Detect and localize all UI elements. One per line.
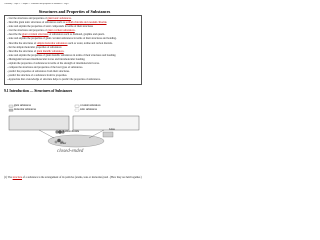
- objectives-box: [4, 15, 142, 85]
- arrow-line: [39, 130, 54, 138]
- legend-swatch-molecular: [9, 109, 13, 111]
- objective-line: - Distinguish between intermolecular forces and intramolecular bonding.: [7, 57, 86, 61]
- objective-line: - compare the structures and properties of the four types of substances.: [7, 66, 83, 70]
- definition-paragraph: (1) The structure of a substance is the arrangement of its particles (atoms, ions or molecules) and . (How they are held together.): [4, 176, 142, 179]
- page-title: Structures and Properties of Substances: [38, 9, 111, 14]
- legend-item: covalent substances: [80, 104, 101, 107]
- legend-item: giant substances: [14, 104, 31, 107]
- objective-line: - Describe the structures of giant metallic substances.: [7, 49, 65, 53]
- structure-box-covalent: [73, 116, 139, 130]
- molecule-label: Water: [60, 142, 67, 145]
- objective-line: - state and explain the properties of ionic compounds in terms of their structures: [7, 25, 94, 29]
- legend-item: ionic substances: [80, 108, 97, 111]
- molecule-label: Carbon dioxide: [63, 130, 80, 133]
- legend-swatch-ionic: [75, 109, 79, 111]
- objective-line: - explain the properties of substances in terms of the strength of intermolecular forces.: [7, 62, 100, 66]
- objective-line: - List the structures and properties of giant covalent substances.: [7, 29, 76, 33]
- objective-line: - predict the structure of a substance from its properties.: [7, 74, 68, 78]
- objective-line: - List the structures and properties of giant ionic substances.: [7, 17, 72, 20]
- glass-structure-icon: [103, 132, 113, 137]
- legend-swatch-giant: [9, 105, 13, 107]
- objective-line: - state and explain the properties of giant covalent substances in terms of their structures and bonding.: [7, 37, 117, 41]
- structure-box-ionic: [9, 116, 69, 130]
- objective-line: - Describe the structures of simple molecular substances such as water, iodine and carbon dioxide.: [7, 41, 113, 45]
- page-header: Chemistry · Topic 2 · Chapter 9 · Structures and properties of substances · Page 1: [4, 3, 70, 5]
- document-page: [0, 0, 149, 198]
- objective-line: - predict the properties of substances from their structures.: [7, 70, 70, 74]
- legend-item: molecular substances: [14, 108, 37, 111]
- legend-right: [80, 104, 140, 112]
- objective-line: - list the simple molecular properties of substances: [7, 45, 62, 49]
- objective-line: - Describe giant ionic structures of substances such as sodium chloride and caesium chloride.: [7, 21, 108, 25]
- molecule-label: Glass: [109, 128, 115, 131]
- diagram-caption: closed-ended: [57, 149, 84, 154]
- legend-left: [14, 104, 68, 112]
- section-heading: 9.1 Introduction — Structures of Substances: [4, 89, 73, 93]
- objective-line: - Appreciate that a knowledge of structure helps to predict the properties of substances.: [7, 78, 101, 82]
- objective-line: - describe the giant covalent structures of substances such as diamond, graphite and quartz.: [7, 33, 105, 37]
- objective-line: - state and explain the properties of giant metallic substances in terms of their structures and bonding.: [7, 53, 117, 57]
- legend-swatch-covalent: [75, 105, 79, 107]
